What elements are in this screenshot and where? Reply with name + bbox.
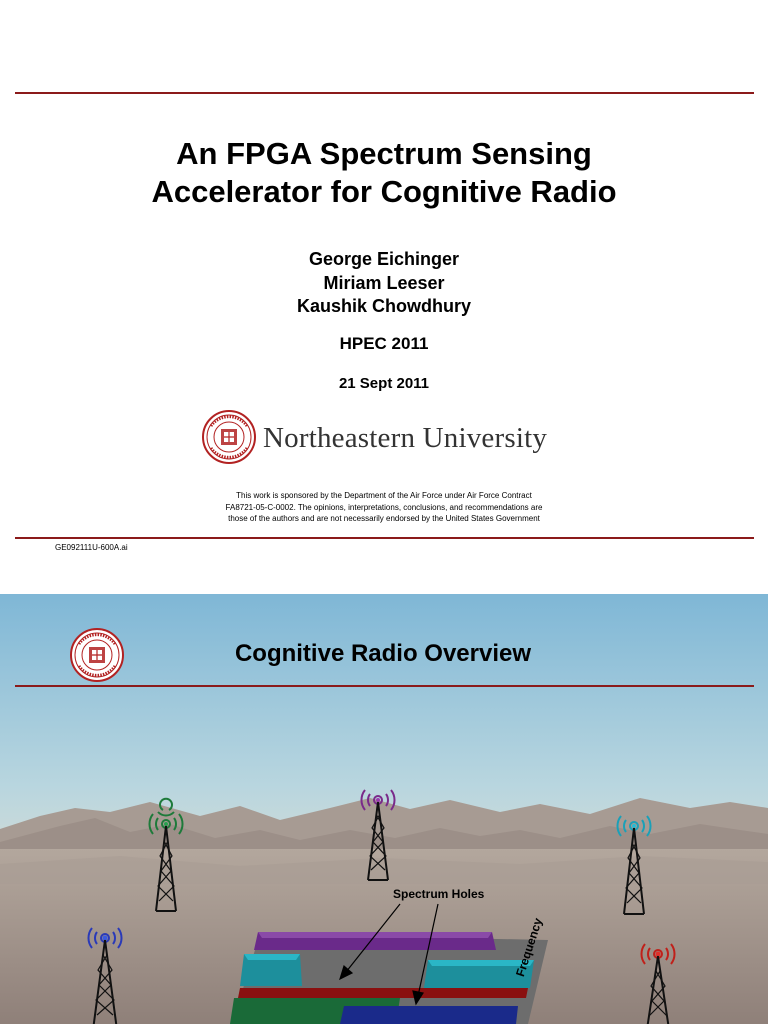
- author-list: [0, 248, 768, 319]
- spectrum-blocks: [230, 932, 548, 1024]
- title-line-2: Accelerator for Cognitive Radio: [151, 174, 617, 209]
- sponsorship-disclaimer: [184, 490, 584, 525]
- spectrum-holes-label: Spectrum Holes: [393, 887, 485, 901]
- top-divider: [15, 92, 754, 94]
- cognitive-radio-illustration: [0, 594, 768, 1024]
- bottom-divider: [15, 537, 754, 539]
- university-seal-icon: [202, 410, 256, 464]
- author-name: George Eichinger: [308, 249, 460, 269]
- disclaimer-line: FA8721-05-C-0002. The opinions, interpretations, conclusions, and recommendations are: [225, 502, 543, 512]
- title-line-1: An FPGA Spectrum Sensing: [176, 136, 592, 171]
- disclaimer-line: This work is sponsored by the Department of the Air Force under Air Force Contract: [236, 491, 532, 500]
- overview-slide: [0, 594, 768, 1024]
- presentation-date: 21 Sept 2011: [338, 375, 430, 392]
- slide-title: Cognitive Radio Overview: [234, 640, 532, 667]
- university-name: Northeastern University: [263, 422, 548, 454]
- disclaimer-line: those of the authors and are not necessarily endorsed by the United States Government: [228, 514, 540, 523]
- conference-name: HPEC 2011: [339, 334, 429, 353]
- file-code: GE092111U-600A.ai: [55, 543, 128, 552]
- author-name: Miriam Leeser: [323, 272, 445, 293]
- presentation-title: [0, 135, 768, 211]
- author-name: Kaushik Chowdhury: [296, 296, 471, 316]
- frequency-axis-label: Frequency: [513, 916, 546, 979]
